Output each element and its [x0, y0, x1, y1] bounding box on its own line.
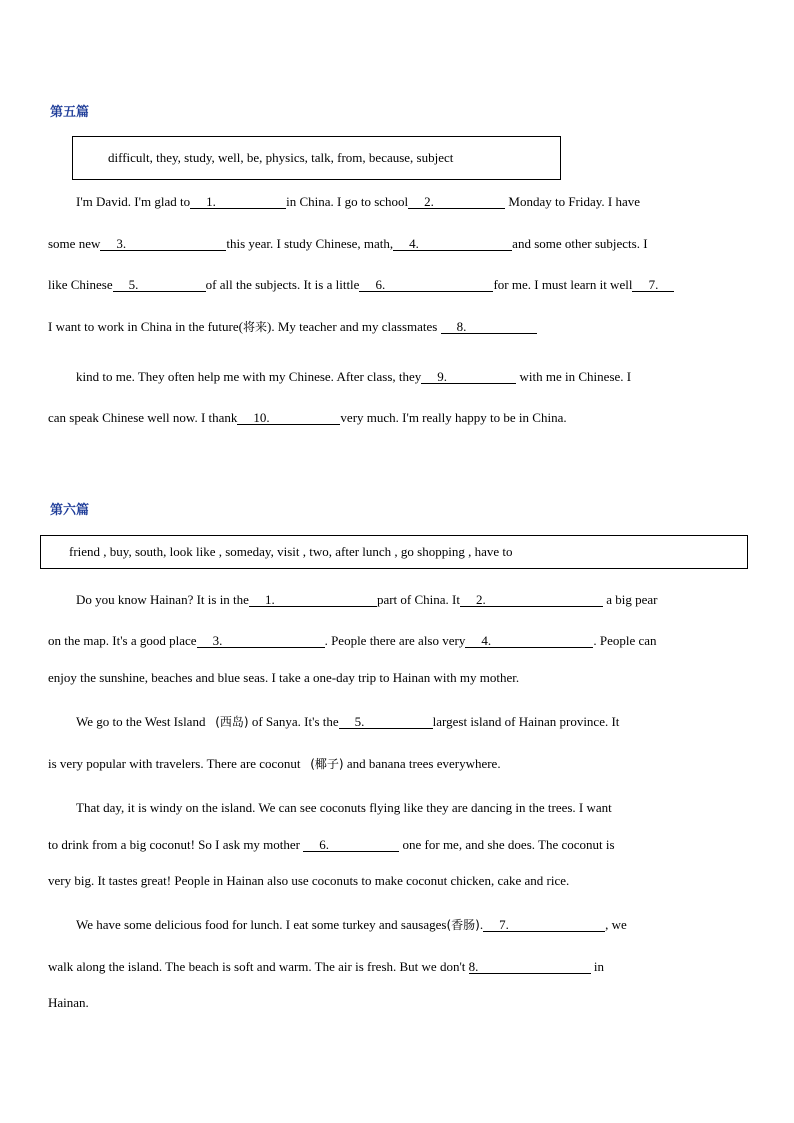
text: kind to me. They often help me with my Chinese. After class, they	[76, 369, 422, 384]
passage-5-line-3	[48, 275, 746, 295]
text: I'm David. I'm glad to	[76, 194, 191, 209]
passage-6-word-bank	[40, 535, 748, 569]
text: part of China. It	[376, 592, 460, 607]
text: on the map. It's a good place	[48, 633, 197, 648]
blank-1[interactable]: 1.	[249, 591, 377, 607]
blank-7[interactable]: 7.	[632, 276, 674, 292]
blank-8[interactable]: 8.	[441, 318, 537, 334]
passage-6-line-1	[76, 590, 746, 610]
blank-3[interactable]: 3.	[100, 235, 226, 251]
text: very big. It tastes great! People in Hainan also use coconuts to make coconut chicken, cake and rice.	[48, 873, 570, 888]
passage-6-line-3	[48, 668, 746, 688]
text: We have some delicious food for lunch. I eat some turkey and sausages	[76, 917, 447, 932]
blank-6[interactable]: 6.	[359, 276, 493, 292]
blank-2[interactable]: 2.	[460, 591, 603, 607]
text: That day, it is windy on the island. We can see coconuts flying like they are dancing in the trees. I want	[76, 800, 612, 815]
passage-6-line-11	[48, 993, 746, 1013]
text: Hainan.	[48, 995, 89, 1010]
passage-6-line-9	[76, 915, 746, 935]
text: of all the subjects. It is a little	[205, 277, 360, 292]
word-bank-text: friend , buy, south, look like , someday, visit , two, after lunch , go shopping , have to	[69, 544, 513, 559]
text-cn: 将来	[242, 320, 267, 334]
passage-6-heading: 第六篇	[50, 503, 90, 518]
blank-2[interactable]: 2.	[408, 193, 505, 209]
text: like Chinese	[48, 277, 113, 292]
passage-6-line-4	[76, 712, 746, 732]
passage-5-line-5	[76, 367, 746, 387]
text: in	[590, 959, 605, 974]
blank-7[interactable]: 7.	[483, 916, 605, 932]
text: largest island of Hainan province. It	[432, 714, 620, 729]
blank-9[interactable]: 9.	[421, 368, 516, 384]
passage-5-line-2	[48, 234, 746, 254]
passage-6-line-2	[48, 631, 746, 651]
text: can speak Chinese well now. I thank	[48, 410, 238, 425]
passage-5-line-4	[48, 317, 746, 337]
text-cn: (椰子)	[310, 757, 344, 771]
blank-5[interactable]: 5.	[113, 276, 206, 292]
text: one for me, and she does. The coconut is	[399, 837, 615, 852]
text: , we	[605, 917, 627, 932]
text: We go to the West Island	[76, 714, 206, 729]
text: ). My teacher and my classmates	[266, 319, 438, 334]
text: in China. I go to school	[286, 194, 409, 209]
text: .	[479, 917, 484, 932]
passage-6-line-10	[48, 957, 746, 977]
text: of Sanya. It's the	[248, 714, 339, 729]
passage-5-heading: 第五篇	[50, 105, 90, 120]
text: to drink from a big coconut! So I ask my mother	[48, 837, 301, 852]
text: walk along the island. The beach is soft and warm. The air is fresh. But we don't	[48, 959, 466, 974]
text: this year. I study Chinese, math,	[226, 236, 394, 251]
text: Monday to Friday. I have	[505, 194, 641, 209]
blank-4[interactable]: 4.	[393, 235, 512, 251]
passage-5-line-1	[76, 192, 746, 212]
passage-6-line-6	[76, 798, 746, 818]
blank-10[interactable]: 10.	[237, 409, 340, 425]
word-bank-text: difficult, they, study, well, be, physics, talk, from, because, subject	[108, 150, 454, 165]
blank-6[interactable]: 6.	[303, 836, 399, 852]
passage-5-line-6	[48, 408, 746, 428]
passage-5-word-bank	[72, 136, 561, 180]
blank-1[interactable]: 1.	[190, 193, 286, 209]
text: with me in Chinese. I	[516, 369, 632, 384]
passage-6-line-7	[48, 835, 746, 855]
blank-8[interactable]: 8.	[469, 958, 591, 974]
text: is very popular with travelers. There are coconut	[48, 756, 301, 771]
blank-3[interactable]: 3.	[197, 632, 325, 648]
text-cn: (香肠)	[446, 918, 480, 932]
text: Do you know Hainan? It is in the	[76, 592, 249, 607]
text: I want to work in China in the future(	[48, 319, 243, 334]
blank-5[interactable]: 5.	[339, 713, 433, 729]
passage-6-line-8	[48, 871, 746, 891]
passage-6-line-5	[48, 754, 746, 774]
text: some new	[48, 236, 101, 251]
text-cn: (西岛)	[215, 715, 249, 729]
blank-4[interactable]: 4.	[465, 632, 593, 648]
text: . People can	[593, 633, 657, 648]
text: and banana trees everywhere.	[343, 756, 501, 771]
text: for me. I must learn it well	[493, 277, 633, 292]
text: and some other subjects. I	[512, 236, 648, 251]
text: very much. I'm really happy to be in China.	[340, 410, 567, 425]
text: . People there are also very	[324, 633, 466, 648]
text: a big pear	[603, 592, 658, 607]
text: enjoy the sunshine, beaches and blue seas. I take a one-day trip to Hainan with my mother.	[48, 670, 520, 685]
